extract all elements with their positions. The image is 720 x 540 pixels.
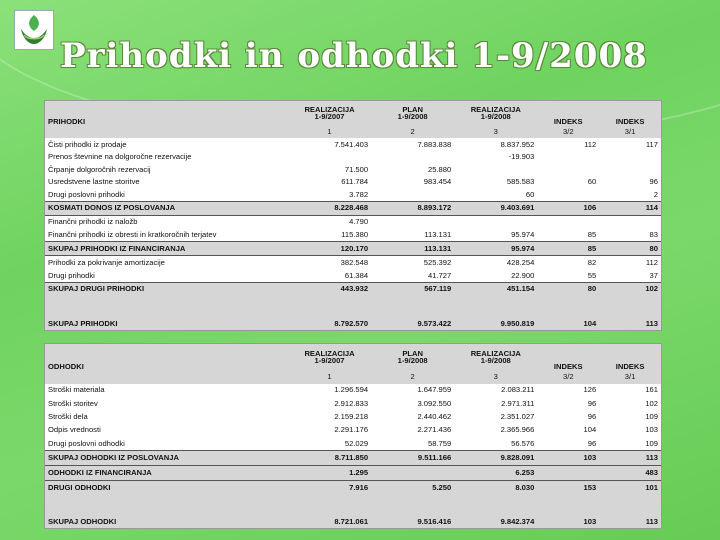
row-label: Prihodki za pokrivanje amortizacije <box>48 257 165 267</box>
cell-r2007: 8.792.570 <box>334 318 369 328</box>
logo <box>14 10 54 50</box>
cell-r2008: 8.030 <box>515 483 535 493</box>
subtotal-row <box>45 451 661 466</box>
col-plan-2008 <box>371 344 454 370</box>
cell-plan: 113.131 <box>371 242 454 256</box>
cell-index-2 <box>599 495 661 515</box>
cell-index-1: 85 <box>537 228 599 241</box>
cell-index-1 <box>537 215 599 228</box>
cell-r2008 <box>454 295 537 317</box>
row-label: ODHODKI IZ FINANCIRANJA <box>45 466 288 481</box>
cell-plan: 25.880 <box>428 164 452 174</box>
col-indeks-1: INDEKS <box>553 117 583 126</box>
cell-r2007: 120.170 <box>288 242 371 256</box>
table-row <box>45 188 661 201</box>
row-label: SKUPAJ DRUGI PRIHODKI <box>48 284 145 294</box>
row-label: SKUPAJ ODHODKI <box>48 516 117 526</box>
col-realizacija-2007 <box>288 344 371 370</box>
cell-index-1: 153 <box>583 483 597 493</box>
row-label <box>45 295 288 317</box>
col-number-blank <box>45 370 288 383</box>
cell-r2007: 8.711.850 <box>288 451 371 466</box>
row-label: KOSMATI DONOS IZ POSLOVANJA <box>45 201 288 215</box>
col-number-2: 2 <box>410 372 415 382</box>
cell-index-2 <box>599 295 661 317</box>
cell-index-2 <box>599 215 661 228</box>
row-label: Stroški dela <box>48 411 88 421</box>
cell-index-2: 109 <box>645 411 658 421</box>
cell-plan: 113.131 <box>371 228 454 241</box>
col-header-label: REALIZACIJA <box>470 348 521 358</box>
cell-r2007: 443.932 <box>340 284 369 294</box>
cell-index-1: 103 <box>537 451 599 466</box>
expense-heading: ODHODKI <box>48 361 84 371</box>
cell-r2008 <box>454 163 537 175</box>
cell-r2007: 115.380 <box>288 228 371 241</box>
spacer-row <box>45 295 661 317</box>
col-header-period: 1-9/2008 <box>480 356 511 366</box>
cell-index-1: 112 <box>584 139 597 149</box>
row-label: Prenos števnine na dolgoročne rezervacije <box>48 152 192 162</box>
col-number-blank <box>45 126 288 138</box>
table-row <box>45 151 661 163</box>
col-realizacija-2008 <box>454 101 537 126</box>
cell-index-1 <box>537 151 599 163</box>
cell-r2007: 4.790 <box>349 217 369 227</box>
col-header-label: PLAN <box>402 348 423 358</box>
cell-r2008: -19.903 <box>508 152 535 162</box>
row-label: Finančni prihodki iz obresti in kratkoročnih terjatev <box>45 228 288 241</box>
cell-r2007: 52.029 <box>288 437 371 451</box>
cell-index-2: 2 <box>599 188 661 201</box>
cell-r2008: 60 <box>454 188 537 201</box>
cell-index-1: 104 <box>583 425 597 435</box>
col-header-period: 1-9/2008 <box>480 112 511 122</box>
revenue-heading: PRIHODKI <box>48 117 86 126</box>
col-number-2: 2 <box>410 127 415 137</box>
cell-r2007 <box>288 495 371 515</box>
cell-plan: 9.516.416 <box>417 516 452 526</box>
cell-index-2: 83 <box>599 228 661 241</box>
cell-r2008: 9.403.691 <box>454 201 537 215</box>
cell-r2008: 9.828.091 <box>454 451 537 466</box>
col-header-label: REALIZACIJA <box>304 348 355 358</box>
row-label: Čisti prihodki iz prodaje <box>48 139 127 149</box>
cell-index-2: 114 <box>599 201 661 215</box>
subtotal-row <box>45 201 661 215</box>
col-number-3: 3 <box>493 372 498 382</box>
row-label: Stroški materiala <box>48 385 105 395</box>
total-row <box>45 317 661 330</box>
cell-index-1 <box>537 295 599 317</box>
cell-r2008 <box>454 215 537 228</box>
col-header-period: 1-9/2007 <box>314 112 345 122</box>
cell-index-1: 126 <box>583 385 597 395</box>
col-number-5: 3/1 <box>624 372 636 382</box>
col-number-4: 3/2 <box>562 372 574 382</box>
cell-index-2: 102 <box>645 398 658 408</box>
cell-index-1: 96 <box>587 411 597 421</box>
table-row <box>45 176 661 188</box>
row-label: DRUGI ODHODKI <box>48 483 111 493</box>
cell-r2008: 428.254 <box>506 257 535 267</box>
col-realizacija-2008 <box>454 344 537 370</box>
logo-icon <box>15 11 53 49</box>
cell-plan: 567.119 <box>424 284 452 294</box>
col-header-period: 1-9/2008 <box>397 112 428 122</box>
total-row <box>45 515 661 528</box>
cell-index-1: 96 <box>537 437 599 451</box>
cell-r2007: 8.228.468 <box>288 201 371 215</box>
col-header-label: PLAN <box>402 104 423 114</box>
cell-index-2: 37 <box>599 269 661 282</box>
row-label: Odpis vrednosti <box>48 425 101 435</box>
cell-index-1 <box>537 163 599 175</box>
cell-r2007: 382.548 <box>340 257 369 267</box>
cell-r2007: 71.500 <box>344 164 369 174</box>
cell-index-2: 112 <box>645 257 658 267</box>
cell-r2007: 7.541.403 <box>334 139 369 149</box>
cell-index-2: 101 <box>645 483 658 493</box>
cell-plan: 9.573.422 <box>417 318 452 328</box>
cell-r2008: 451.154 <box>506 284 535 294</box>
row-label: Drugi prihodki <box>45 269 288 282</box>
cell-index-1: 106 <box>537 201 599 215</box>
cell-index-1: 104 <box>583 318 597 328</box>
cell-index-2: 109 <box>599 437 661 451</box>
col-indeks-1: INDEKS <box>553 361 583 371</box>
col-number-4: 3/2 <box>562 127 574 137</box>
cell-r2007: 8.721.061 <box>334 516 369 526</box>
cell-plan: 58.759 <box>371 437 454 451</box>
row-label: SKUPAJ ODHODKI IZ POSLOVANJA <box>45 451 288 466</box>
table-row <box>45 410 661 423</box>
cell-plan: 983.454 <box>423 176 452 186</box>
cell-index-2: 102 <box>645 284 658 294</box>
cell-index-1: 55 <box>537 269 599 282</box>
col-realizacija-2007 <box>288 101 371 126</box>
cell-r2008: 2.351.027 <box>500 411 535 421</box>
cell-index-2: 113 <box>599 451 661 466</box>
revenue-col-number-row <box>45 126 661 138</box>
table-row <box>45 256 661 269</box>
subtotal-row <box>45 481 661 495</box>
row-label: Drugi poslovni odhodki <box>45 437 288 451</box>
cell-r2008: 2.971.311 <box>501 398 535 408</box>
table-row <box>45 215 661 228</box>
subtotal-row <box>45 466 661 481</box>
cell-r2007: 3.782 <box>288 188 371 201</box>
cell-plan <box>371 215 454 228</box>
cell-index-1: 96 <box>587 398 597 408</box>
cell-index-1 <box>537 466 599 481</box>
col-number-3: 3 <box>493 127 498 137</box>
revenue-header-row <box>45 101 661 126</box>
table-row <box>45 269 661 282</box>
col-number-1: 1 <box>327 127 332 137</box>
col-number-1: 1 <box>327 372 332 382</box>
table-row <box>45 138 661 150</box>
cell-index-2: 161 <box>645 385 658 395</box>
cell-plan: 5.250 <box>432 483 452 493</box>
cell-r2008: 6.253 <box>454 466 537 481</box>
cell-r2007 <box>288 295 371 317</box>
col-number-5: 3/1 <box>624 127 636 137</box>
cell-plan <box>371 188 454 201</box>
cell-r2007: 7.916 <box>349 483 369 493</box>
cell-plan: 3.092.550 <box>417 398 452 408</box>
col-plan-2008 <box>371 101 454 126</box>
cell-r2008: 2.083.211 <box>501 385 535 395</box>
col-indeks-2: INDEKS <box>615 361 645 371</box>
col-header-period: 1-9/2008 <box>397 356 428 366</box>
cell-r2007: 1.296.594 <box>334 385 369 395</box>
table-row <box>45 437 661 451</box>
spacer-row <box>45 495 661 515</box>
col-header-label: REALIZACIJA <box>304 104 355 114</box>
cell-index-1: 103 <box>583 516 597 526</box>
table-row <box>45 397 661 410</box>
cell-r2008 <box>454 495 537 515</box>
row-label: Črpanje dolgoročnih rezervacij <box>48 164 151 174</box>
page-title: Prihodki in odhodki 1-9/2008 <box>60 36 648 76</box>
table-row <box>45 163 661 175</box>
cell-r2007: 2.291.176 <box>334 425 369 435</box>
cell-r2008: 95.974 <box>454 228 537 241</box>
cell-index-1: 80 <box>587 284 597 294</box>
cell-plan: 9.511.166 <box>371 451 454 466</box>
row-label <box>45 495 288 515</box>
cell-index-2: 80 <box>599 242 661 256</box>
cell-r2008: 8.837.952 <box>500 139 535 149</box>
cell-plan: 1.647.959 <box>417 385 452 395</box>
cell-index-2 <box>599 163 661 175</box>
cell-r2007: 2.159.218 <box>334 411 369 421</box>
row-label: Drugi poslovni prihodki <box>45 188 288 201</box>
table-row <box>45 228 661 241</box>
cell-r2008: 56.576 <box>454 437 537 451</box>
cell-index-2: 117 <box>645 139 658 149</box>
cell-plan: 41.727 <box>371 269 454 282</box>
cell-index-1: 85 <box>537 242 599 256</box>
cell-r2008: 9.842.374 <box>500 516 535 526</box>
cell-r2008: 22.900 <box>454 269 537 282</box>
expense-table <box>44 343 662 529</box>
cell-plan <box>371 466 454 481</box>
cell-r2007: 611.784 <box>341 176 369 186</box>
cell-r2008: 585.583 <box>506 176 535 186</box>
revenue-table <box>44 100 662 331</box>
cell-index-1 <box>537 495 599 515</box>
expense-header-row <box>45 344 661 370</box>
row-label: Finančni prihodki iz naložb <box>48 217 138 227</box>
col-header-period: 1-9/2007 <box>314 356 345 366</box>
cell-index-2: 113 <box>645 516 658 526</box>
col-header-label: REALIZACIJA <box>470 104 521 114</box>
cell-plan: 525.392 <box>423 257 452 267</box>
cell-plan: 7.883.838 <box>417 139 452 149</box>
table-row <box>45 384 661 397</box>
cell-plan <box>371 295 454 317</box>
cell-index-1: 82 <box>587 257 597 267</box>
row-label: SKUPAJ PRIHODKI IZ FINANCIRANJA <box>45 242 288 256</box>
subtotal-row <box>45 282 661 295</box>
col-indeks-2: INDEKS <box>615 117 645 126</box>
cell-plan: 2.271.436 <box>417 425 452 435</box>
table-row <box>45 423 661 436</box>
cell-plan <box>371 495 454 515</box>
row-label: Usredstvene lastne storitve <box>48 176 140 186</box>
cell-r2008: 2.365.966 <box>500 425 535 435</box>
cell-index-2: 103 <box>645 425 658 435</box>
cell-plan: 2.440.462 <box>417 411 452 421</box>
cell-r2007 <box>288 151 371 163</box>
cell-r2008: 9.950.819 <box>500 318 535 328</box>
cell-index-2: 113 <box>645 318 658 328</box>
cell-r2007: 2.912.833 <box>334 398 369 408</box>
cell-plan <box>371 151 454 163</box>
cell-plan: 8.893.172 <box>371 201 454 215</box>
subtotal-row <box>45 242 661 256</box>
cell-r2007: 61.384 <box>288 269 371 282</box>
cell-index-1 <box>537 188 599 201</box>
row-label: Stroški storitev <box>48 398 98 408</box>
cell-r2007: 1.295 <box>288 466 371 481</box>
cell-index-2: 483 <box>599 466 661 481</box>
expense-col-number-row <box>45 370 661 383</box>
cell-index-2 <box>599 151 661 163</box>
cell-index-2: 96 <box>649 176 658 186</box>
cell-index-1: 60 <box>587 176 597 186</box>
cell-r2008: 95.974 <box>454 242 537 256</box>
row-label: SKUPAJ PRIHODKI <box>48 318 118 328</box>
